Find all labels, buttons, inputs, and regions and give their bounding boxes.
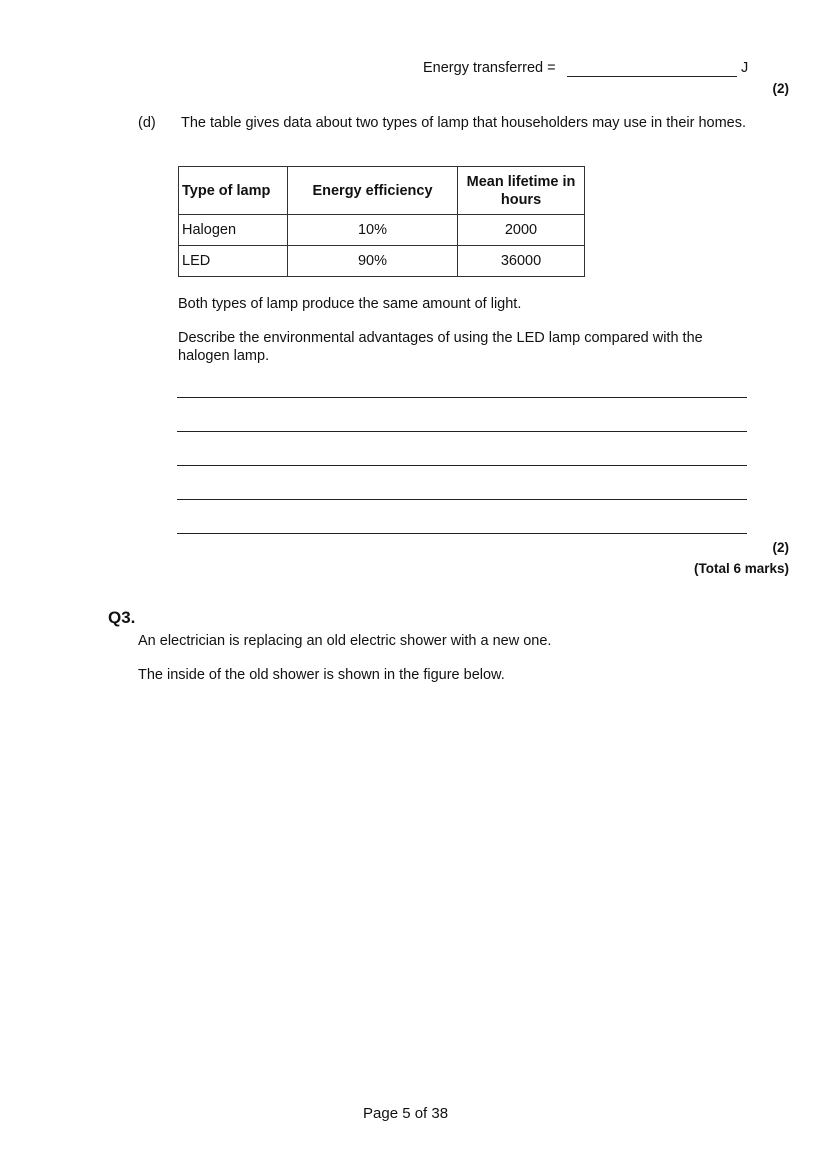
q3-figure-text: The inside of the old shower is shown in the figure below.: [138, 667, 505, 683]
table-header-cell: Energy efficiency: [288, 167, 458, 215]
table-header-cell: Mean lifetime in hours: [458, 167, 585, 215]
part-label: (d): [138, 115, 156, 131]
table-cell: Halogen: [179, 215, 288, 246]
energy-answer-line[interactable]: [567, 76, 737, 77]
page-number: Page 5 of 38: [363, 1105, 449, 1122]
marks-label: (2): [772, 540, 789, 555]
table-cell: 36000: [458, 246, 585, 277]
answer-line[interactable]: [177, 397, 747, 398]
table-header-cell: Type of lamp: [179, 167, 288, 215]
q3-intro-text: An electrician is replacing an old electric shower with a new one.: [138, 633, 552, 649]
table-row: [179, 246, 585, 277]
lamp-data-table: [178, 166, 585, 277]
statement-text: Both types of lamp produce the same amount of light.: [178, 296, 522, 312]
answer-line[interactable]: [177, 533, 747, 534]
table-cell: 2000: [458, 215, 585, 246]
marks-label: (2): [772, 81, 789, 96]
energy-transferred-label: Energy transferred =: [423, 60, 556, 76]
question-text: Describe the environmental advantages of using the LED lamp compared with the halogen lamp.: [178, 330, 703, 364]
table-cell: LED: [179, 246, 288, 277]
question-number: Q3.: [108, 608, 136, 627]
table-header-row: [179, 167, 585, 215]
table-row: [179, 215, 585, 246]
energy-unit: J: [741, 60, 749, 76]
answer-line[interactable]: [177, 431, 747, 432]
table-cell: 90%: [288, 246, 458, 277]
table-cell: 10%: [288, 215, 458, 246]
answer-line[interactable]: [177, 499, 747, 500]
part-intro-text: The table gives data about two types of lamp that householders may use in their homes.: [181, 115, 747, 131]
answer-line[interactable]: [177, 465, 747, 466]
total-marks-label: (Total 6 marks): [693, 561, 789, 576]
